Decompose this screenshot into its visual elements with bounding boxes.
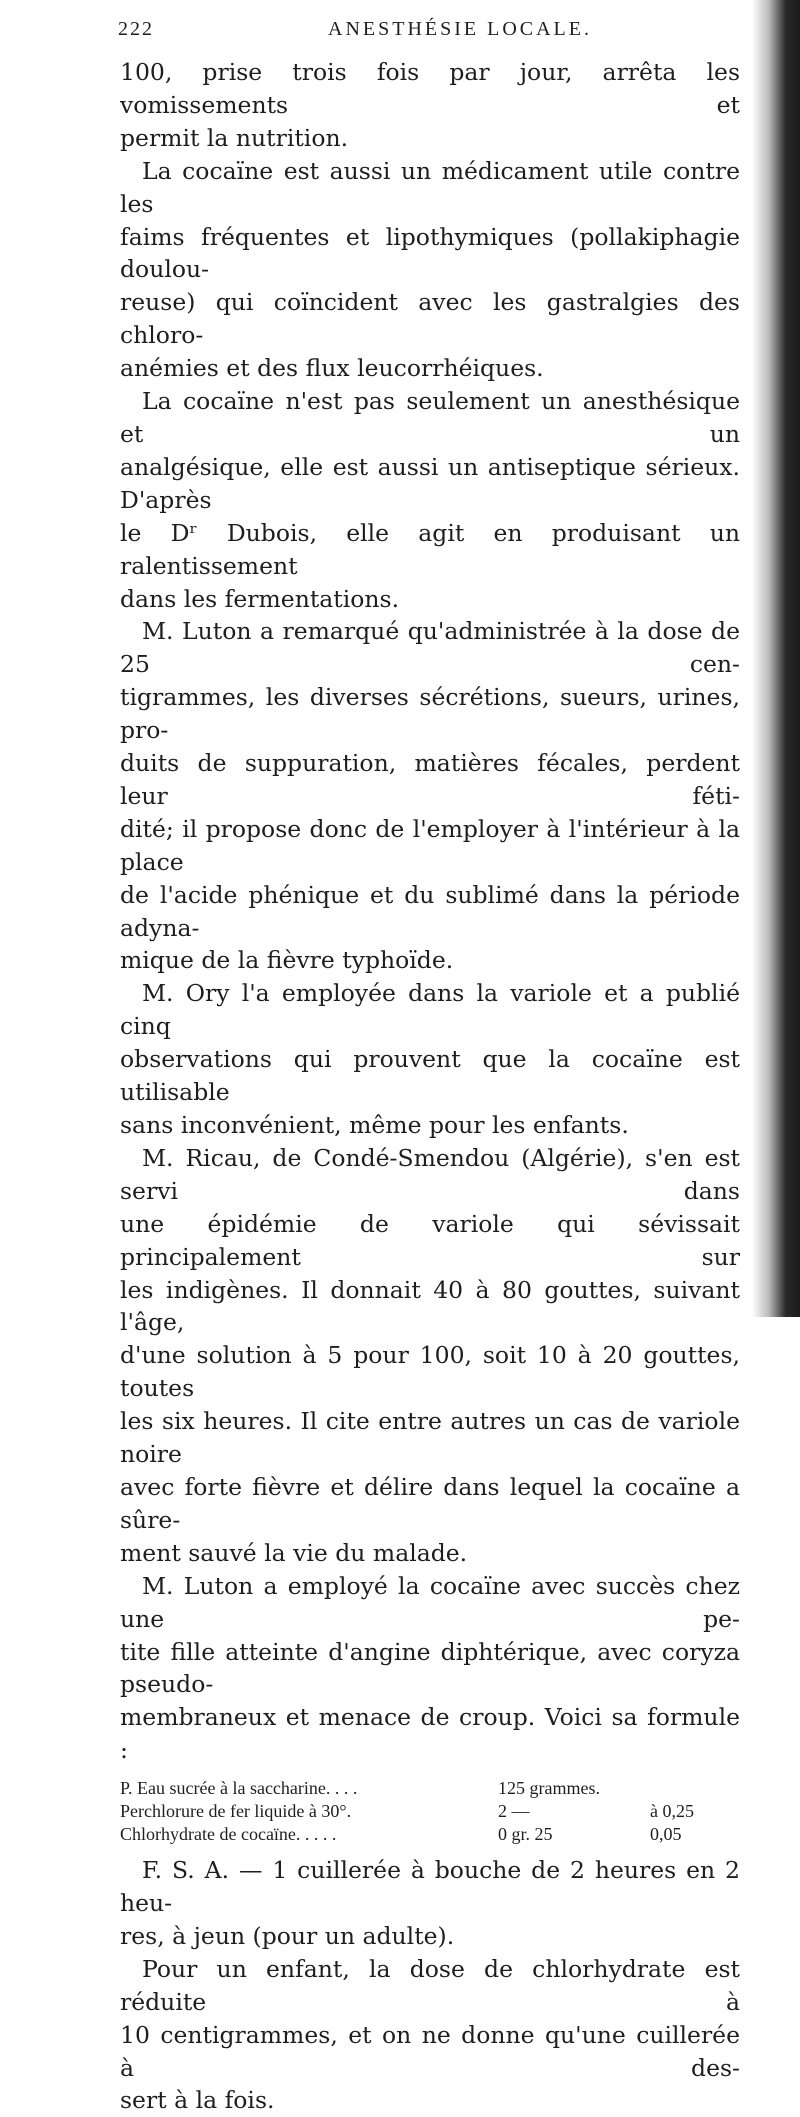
- text-line: F. S. A. — 1 cuillerée à bouche de 2 heures en 2 heu-: [120, 1856, 740, 1918]
- text-line: M. Luton a remarqué qu'administrée à la dose de 25 cen-: [120, 617, 740, 679]
- page-edge-shadow: [752, 0, 800, 1317]
- text-line: de l'acide phénique et du sublimé dans la période adyna-: [120, 880, 740, 942]
- page-number: 222: [118, 18, 154, 40]
- text-line: 10 centigrammes, et on ne donne qu'une cuillerée à des-: [120, 2020, 740, 2082]
- formula-ingredient: Chlorhydrate de cocaïne. . . . .: [120, 1824, 337, 1845]
- page-header: [118, 18, 758, 48]
- text-line: le Dʳ Dubois, elle agit en produisant un ralentissement: [120, 518, 740, 580]
- text-line: mique de la fièvre typhoïde.: [120, 946, 454, 975]
- text-line: tigrammes, les diverses sécrétions, sueurs, urines, pro-: [120, 683, 740, 745]
- text-line: tite fille atteinte d'angine diphtérique, avec coryza pseudo-: [120, 1637, 740, 1699]
- text-line: duits de suppuration, matières fécales, perdent leur féti-: [120, 749, 740, 810]
- text-line: La cocaïne n'est pas seulement un anesthésique et un: [120, 387, 740, 448]
- formula-row: [120, 1777, 740, 1800]
- text-line: res, à jeun (pour un adulte).: [120, 1921, 455, 1950]
- text-line: une épidémie de variole qui sévissait principalement sur: [120, 1209, 740, 1271]
- text-line: avec forte fièvre et délire dans lequel la cocaïne a sûre-: [120, 1472, 740, 1534]
- formula-ingredient: P. Eau sucrée à la saccharine. . . .: [120, 1778, 358, 1799]
- running-title: ANESTHÉSIE LOCALE.: [328, 18, 592, 40]
- text-line: Pour un enfant, la dose de chlorhydrate est réduite à: [120, 1954, 740, 2016]
- text-line: ment sauvé la vie du malade.: [120, 1538, 468, 1567]
- text-line: M. Luton a employé la cocaïne avec succès chez une pe-: [120, 1571, 740, 1633]
- text-line: analgésique, elle est aussi un antiseptique sérieux. D'après: [120, 452, 740, 514]
- formula-table: [120, 1777, 740, 1846]
- paragraph-group-bottom: [120, 1854, 740, 2117]
- formula-ratio: à 0,25: [650, 1801, 694, 1822]
- text-line: observations qui prouvent que la cocaïne est utilisable: [120, 1045, 740, 1107]
- formula-quantity: 125 grammes.: [498, 1778, 600, 1799]
- text-line: faims fréquentes et lipothymiques (pollakiphagie doulou-: [120, 222, 740, 284]
- text-line: reuse) qui coïncident avec les gastralgies des chloro-: [120, 288, 740, 350]
- formula-ratio: 0,05: [650, 1824, 682, 1845]
- text-line: 100, prise trois fois par jour, arrêta les vomissements et: [120, 58, 740, 119]
- formula-row: [120, 1800, 740, 1823]
- formula-quantity: 0 gr. 25: [498, 1824, 553, 1845]
- text-body: [120, 56, 740, 2117]
- text-line: les indigènes. Il donnait 40 à 80 gouttes, suivant l'âge,: [120, 1275, 740, 1337]
- text-line: dans les fermentations.: [120, 584, 400, 613]
- text-line: membraneux et menace de croup. Voici sa formule :: [120, 1703, 740, 1765]
- text-line: anémies et des flux leucorrhéiques.: [120, 354, 544, 383]
- formula-ingredient: Perchlorure de fer liquide à 30°.: [120, 1801, 352, 1822]
- formula-row: [120, 1823, 740, 1846]
- text-line: sert à la fois.: [120, 2086, 275, 2115]
- text-line: d'une solution à 5 pour 100, soit 10 à 20 gouttes, toutes: [120, 1341, 740, 1403]
- text-line: M. Ory l'a employée dans la variole et a publié cinq: [120, 979, 740, 1041]
- text-line: les six heures. Il cite entre autres un cas de variole noire: [120, 1407, 740, 1469]
- text-line: dité; il propose donc de l'employer à l'intérieur à la place: [120, 814, 740, 876]
- text-line: M. Ricau, de Condé-Smendou (Algérie), s'en est servi dans: [120, 1143, 740, 1205]
- formula-quantity: 2 —: [498, 1801, 530, 1822]
- text-line: sans inconvénient, même pour les enfants.: [120, 1111, 629, 1139]
- text-line: La cocaïne est aussi un médicament utile contre les: [120, 156, 740, 218]
- paragraph-group-top: [120, 56, 740, 1767]
- text-line: permit la nutrition.: [120, 123, 349, 152]
